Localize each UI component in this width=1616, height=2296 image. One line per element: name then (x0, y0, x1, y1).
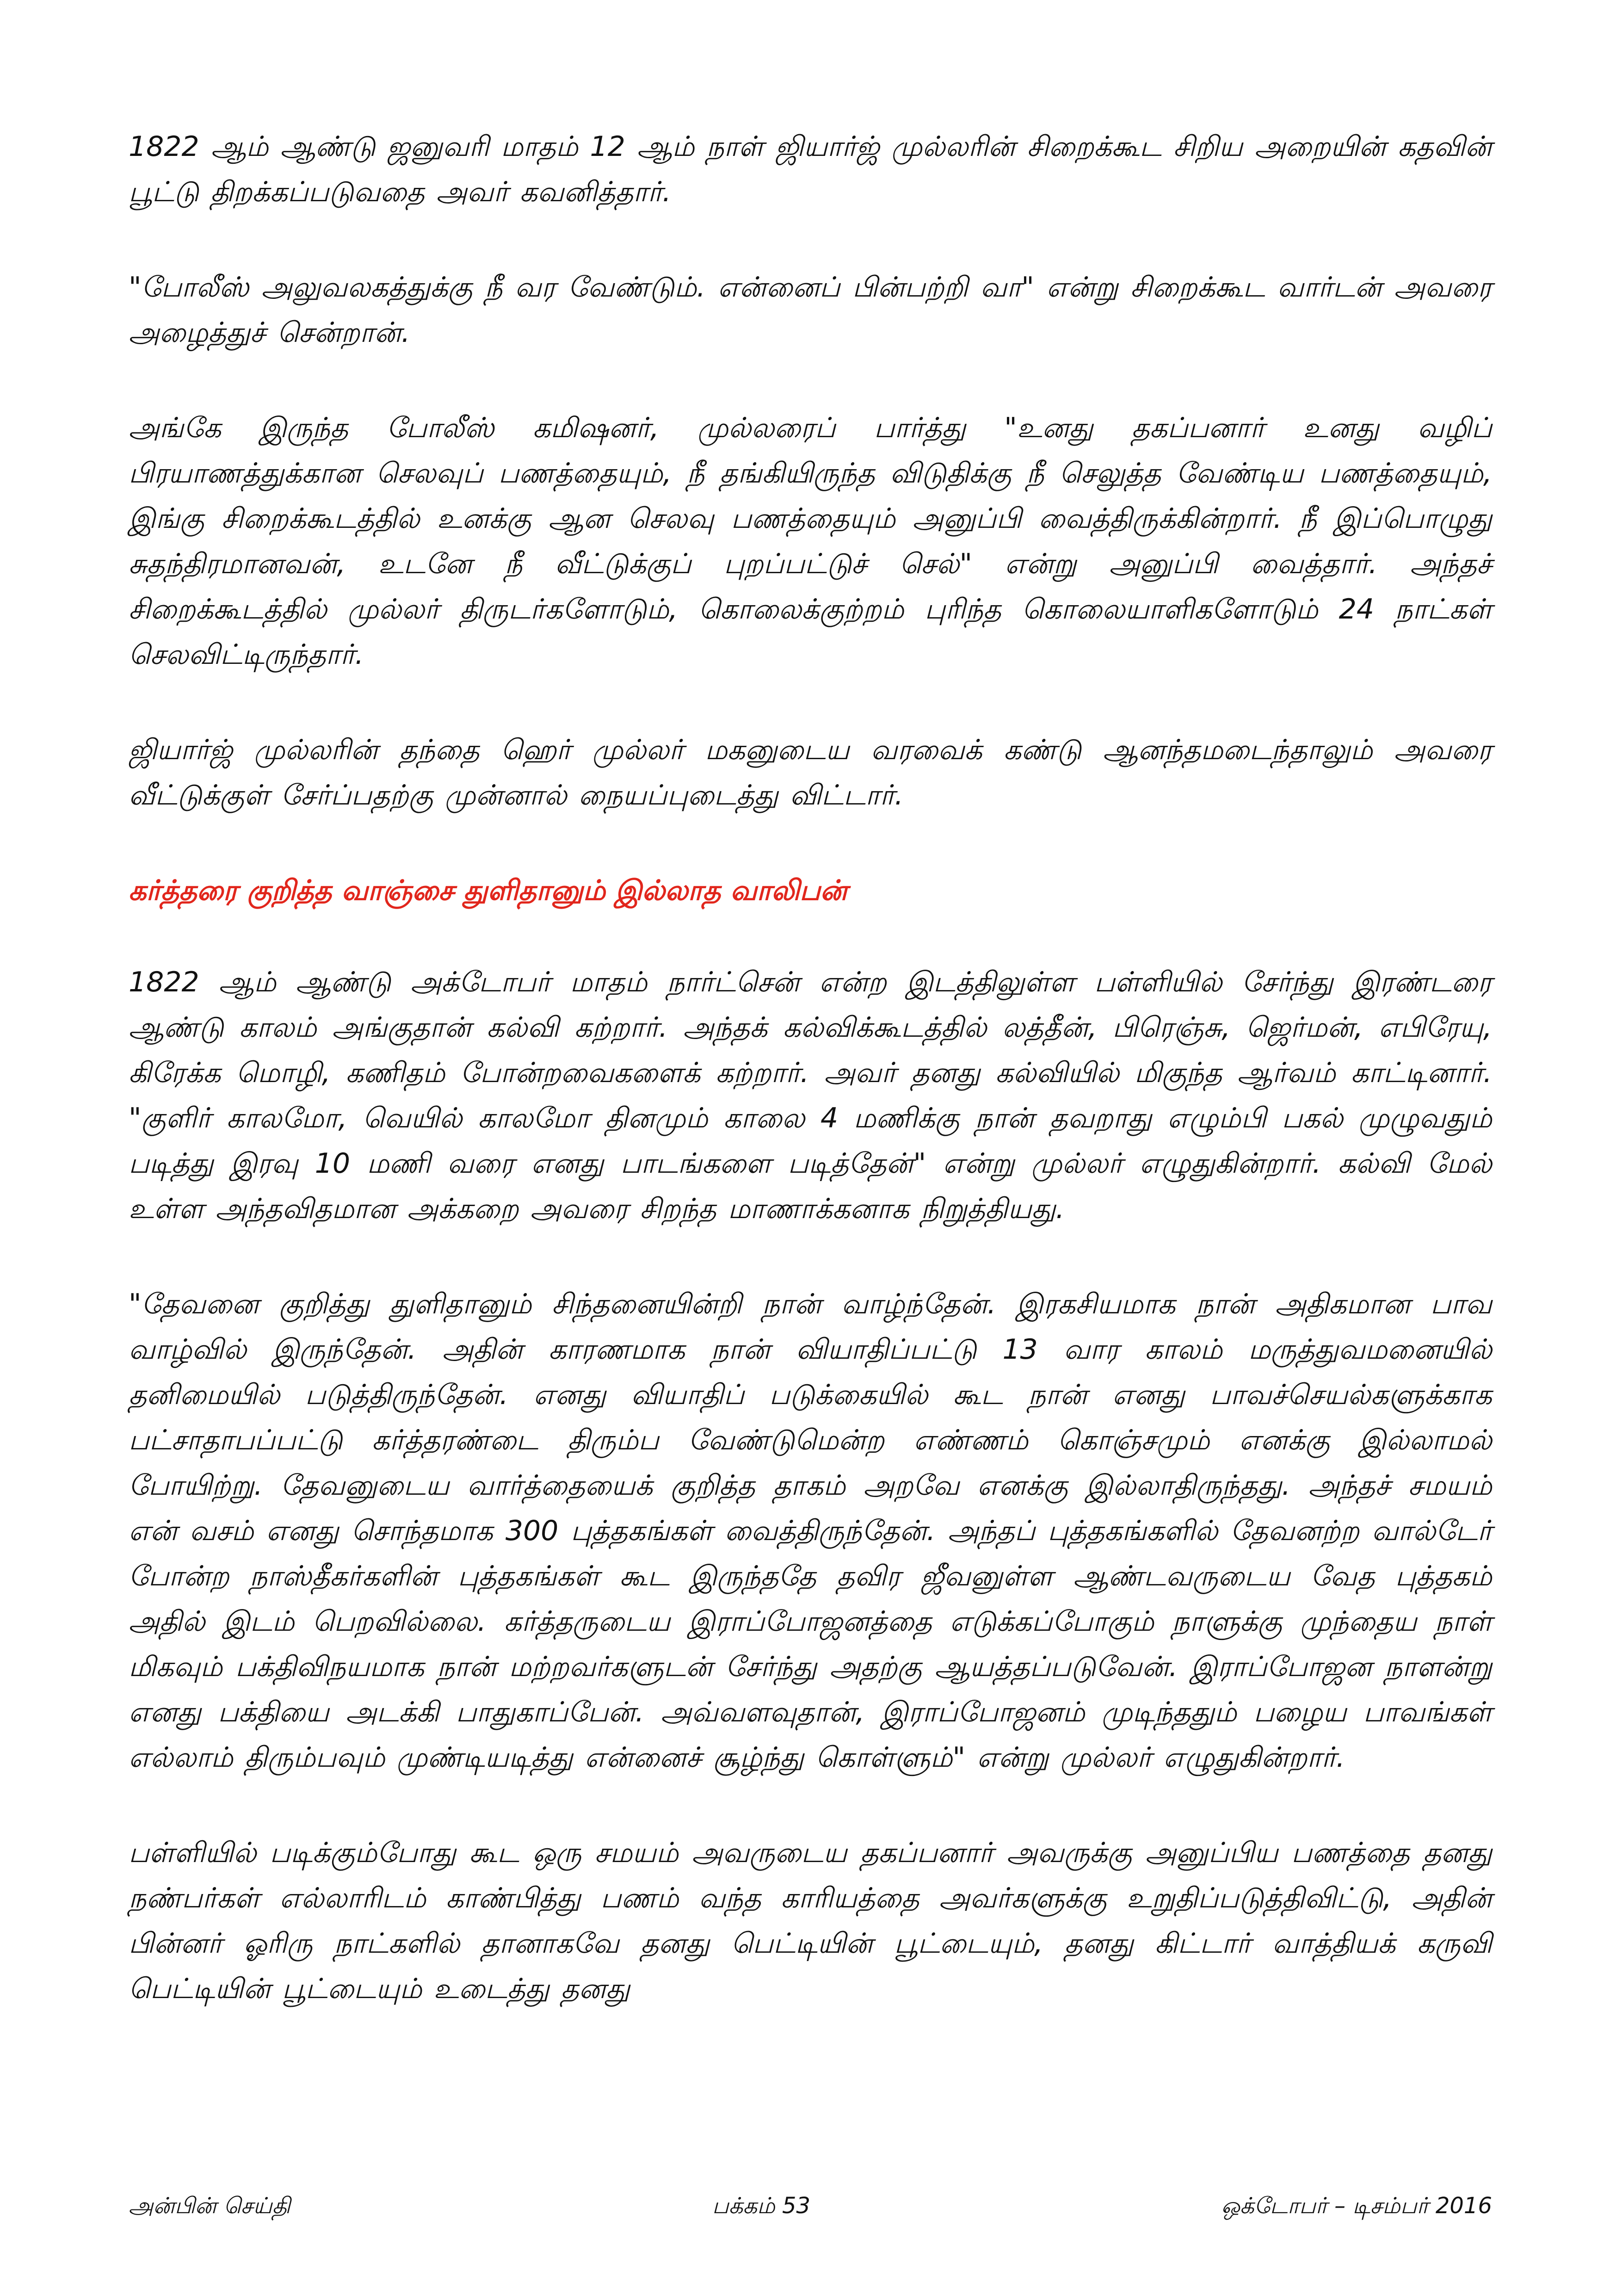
paragraph-release-date: 1822 ஆம் ஆண்டு ஜனுவரி மாதம் 12 ஆம் நாள் ஜியார்ஜ் முல்லரின் சிறைக்கூட சிறிய அறையின் கதவின் பூட்டு திறக்கப்படுவதை அவர் கவனித்தார். (129, 130, 1492, 208)
paragraph-father: ஜியார்ஜ் முல்லரின் தந்தை ஹெர் முல்லர் மகனுடைய வரவைக் கண்டு ஆனந்தமடைந்தாலும் அவரை வீட்டுக்குள் சேர்ப்பதற்கு முன்னால் நையப்புடைத்து விட்டார். (129, 734, 1492, 811)
paragraph-quote: "தேவனை குறித்து துளிதானும் சிந்தனையின்றி நான் வாழ்ந்தேன். இரகசியமாக நான் அதிகமான பாவ வாழ்வில் இருந்தேன். அதின் காரணமாக நான் வியாதிப்பட்டு 13 வார காலம் மருத்துவமனையில் தனிமையில் படுத்திருந்தேன். எனது வியாதிப் படுக்கையில் கூட நான் எனது பாவச்செயல்களுக்காக பட்சாதாபப்பட்டு கர்த்தரண்டை திரும்ப வேண்டுமென்ற எண்ணம் கொஞ்சமும் எனக்கு இல்லாமல் போயிற்று. தேவனுடைய வார்த்தையைக் குறித்த தாகம் அறவே எனக்கு இல்லாதிருந்தது. அந்தச் சமயம் என் வசம் எனது சொந்தமாக 300 புத்தகங்கள் வைத்திருந்தேன். அந்தப் புத்தகங்களில் தேவனற்ற வால்டேர் போன்ற நாஸ்தீகர்களின் புத்தகங்கள் கூட இருந்ததே தவிர ஜீவனுள்ள ஆண்டவருடைய வேத புத்தகம் அதில் இடம் பெறவில்லை. கர்த்தருடைய இராப்போஜனத்தை எடுக்கப்போகும் நாளுக்கு முந்தைய நாள் மிகவும் பக்திவிநயமாக நான் மற்றவர்களுடன் சேர்ந்து அதற்கு ஆயத்தப்படுவேன். இராப்போஜன நாளன்று எனது பக்தியை அடக்கி பாதுகாப்பேன். அவ்வளவுதான், இராப்போஜனம் முடிந்ததும் பழைய பாவங்கள் எல்லாம் திரும்பவும் முண்டியடித்து என்னைச் சூழ்ந்து கொள்ளும்" என்று முல்லர் எழுதுகின்றார். (129, 1288, 1492, 1774)
footer-issue-date: ஒக்டோபர் – டிசம்பர் 2016 (1221, 2193, 1492, 2219)
section-heading: கர்த்தரை குறித்த வாஞ்சை துளிதானும் இல்லாத வாலிபன் (129, 874, 847, 907)
article-body (129, 124, 1492, 2058)
paragraph-commissioner: அங்கே இருந்த போலீஸ் கமிஷனர், முல்லரைப் பார்த்து "உனது தகப்பனார் உனது வழிப் பிரயாணத்துக்கான செலவுப் பணத்தையும், நீ தங்கியிருந்த விடுதிக்கு நீ செலுத்த வேண்டிய பணத்தையும், இங்கு சிறைக்கூடத்தில் உனக்கு ஆன செலவு பணத்தையும் அனுப்பி வைத்திருக்கின்றார். நீ இப்பொழுது சுதந்திரமானவன், உடனே நீ வீட்டுக்குப் புறப்பட்டுச் செல்" என்று அனுப்பி வைத்தார். அந்தச் சிறைக்கூடத்தில் முல்லர் திருடர்களோடும், கொலைக்குற்றம் புரிந்த கொலையாளிகளோடும் 24 நாட்கள் செலவிட்டிருந்தார். (129, 412, 1492, 671)
page-footer (129, 2187, 1492, 2224)
paragraph-school: 1822 ஆம் ஆண்டு அக்டோபர் மாதம் நார்ட்சென் என்ற இடத்திலுள்ள பள்ளியில் சேர்ந்து இரண்டரை ஆண்டு காலம் அங்குதான் கல்வி கற்றார். அந்தக் கல்விக்கூடத்தில் லத்தீன், பிரெஞ்சு, ஜெர்மன், எபிரேயு, கிரேக்க மொழி, கணிதம் போன்றவைகளைக் கற்றார். அவர் தனது கல்வியில் மிகுந்த ஆர்வம் காட்டினார். "குளிர் காலமோ, வெயில் காலமோ தினமும் காலை 4 மணிக்கு நான் தவறாது எழும்பி பகல் முழுவதும் படித்து இரவு 10 மணி வரை எனது பாடங்களை படித்தேன்" என்று முல்லர் எழுதுகின்றார். கல்வி மேல் உள்ள அந்தவிதமான அக்கறை அவரை சிறந்த மாணாக்கனாக நிறுத்தியது. (129, 966, 1492, 1225)
paragraph-money: பள்ளியில் படிக்கும்போது கூட ஒரு சமயம் அவருடைய தகப்பனார் அவருக்கு அனுப்பிய பணத்தை தனது நண்பர்கள் எல்லாரிடம் காண்பித்து பணம் வந்த காரியத்தை அவர்களுக்கு உறுதிப்படுத்திவிட்டு, அதின் பின்னர் ஓரிரு நாட்களில் தானாகவே தனது பெட்டியின் பூட்டையும், தனது கிட்டார் வாத்தியக் கருவி பெட்டியின் பூட்டையும் உடைத்து தனது (129, 1837, 1493, 2005)
footer-publication: அன்பின் செய்தி (129, 2193, 290, 2219)
paragraph-warden: "போலீஸ் அலுவலகத்துக்கு நீ வர வேண்டும். என்னைப் பின்பற்றி வா" என்று சிறைக்கூட வார்டன் அவரை அழைத்துச் சென்றான். (129, 271, 1492, 349)
footer-page-number: பக்கம் 53 (712, 2193, 811, 2219)
